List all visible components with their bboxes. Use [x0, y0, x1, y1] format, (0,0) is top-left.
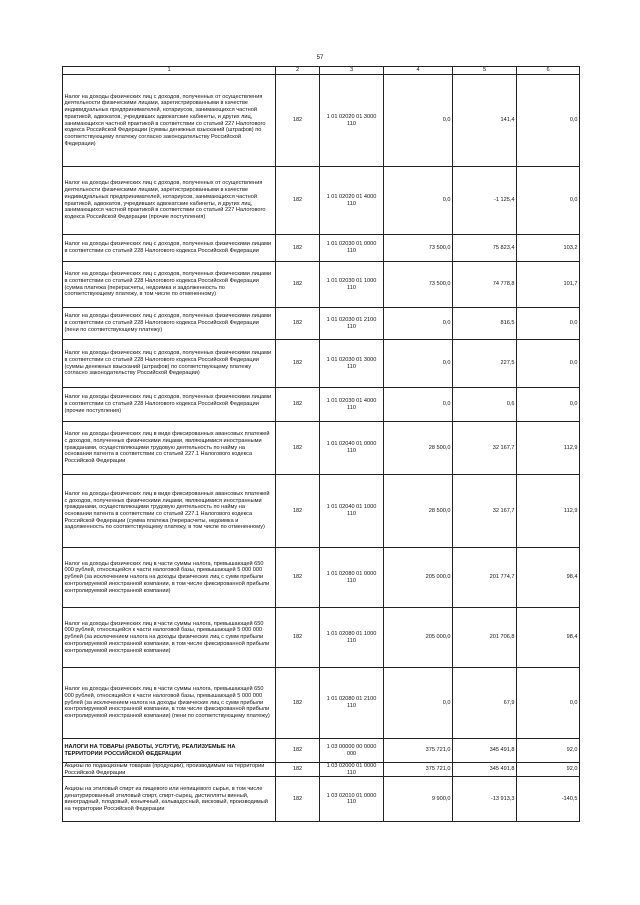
- table-row: [63, 739, 580, 763]
- row-admin-code: 182: [276, 262, 320, 308]
- page-number: 57: [316, 55, 324, 61]
- row-plan: 0,0: [384, 308, 453, 340]
- row-admin-code: 182: [276, 739, 320, 763]
- row-percent: 0,0: [517, 308, 580, 340]
- row-plan: 0,0: [384, 340, 453, 388]
- table-row: [63, 340, 580, 388]
- row-admin-code: 182: [276, 475, 320, 548]
- table-header-row: [63, 67, 580, 75]
- row-actual: 201 706,8: [453, 608, 517, 668]
- row-admin-code: 182: [276, 777, 320, 822]
- row-percent: 0,0: [517, 340, 580, 388]
- row-budget-code: 1 01 02080 01 2100 110: [320, 668, 384, 739]
- row-actual: 67,9: [453, 668, 517, 739]
- row-percent: 101,7: [517, 262, 580, 308]
- row-percent: 92,0: [517, 739, 580, 763]
- row-admin-code: 182: [276, 388, 320, 422]
- table-row: [63, 75, 580, 167]
- row-plan: 375 721,0: [384, 763, 453, 777]
- row-plan: 205 000,0: [384, 608, 453, 668]
- row-plan: 73 500,0: [384, 262, 453, 308]
- row-percent: 0,0: [517, 167, 580, 235]
- row-budget-code: 1 03 00000 00 0000 000: [320, 739, 384, 763]
- row-admin-code: 182: [276, 763, 320, 777]
- row-name: Налог на доходы физических лиц с доходов, полученных физическими лицами в соответствии со статьей 228 Налогового кодекса Российской Федерации (суммы денежных взысканий (штрафов) по соответствующему платежу согласно законодательству Российской Федерации): [63, 340, 276, 388]
- row-admin-code: 182: [276, 235, 320, 262]
- row-name: Акцизы на этиловый спирт из пищевого или непищевого сырья, в том числе денатурированный этиловый спирт, спирт-сырец, дистилляты винный, виноградный, плодовый, коньячный, кальвадосный, висковый, производимый на территории Российской Федерации: [63, 777, 276, 822]
- revenue-table: [62, 66, 580, 822]
- row-budget-code: 1 01 02080 01 0000 110: [320, 548, 384, 608]
- row-name: Налог на доходы физических лиц с доходов, полученных от осуществления деятельности физическими лицами, зарегистрированными в качестве индивидуальных предпринимателей, нотариусов, занимающихся частной практикой, адвокатов, учредивших адвокатские кабинеты, и других лиц, занимающихся частной практикой в соответствии со статьей 227 Налогового кодекса Российской Федерации (прочие поступления): [63, 167, 276, 235]
- row-name: Налог на доходы физических лиц с доходов, полученных физическими лицами в соответствии со статьей 228 Налогового кодекса Российской Федерации (сумма платежа (перерасчеты, недоимка и задолженность по соответствующему платежу, в том числе по отмененному): [63, 262, 276, 308]
- row-name: Налог на доходы физических лиц с доходов, полученных от осуществления деятельности физическими лицами, зарегистрированными в качестве индивидуальных предпринимателей, нотариусов, занимающихся частной практикой, адвокатов, учредивших адвокатские кабинеты, и других лиц, занимающихся частной практикой в соответствии со статьей 227 Налогового кодекса Российской Федерации (суммы денежных взысканий (штрафов) по соответствующему платежу согласно законодательству Российской Федерации): [63, 75, 276, 167]
- row-actual: 32 167,7: [453, 475, 517, 548]
- row-name: Налог на доходы физических лиц в виде фиксированных авансовых платежей с доходов, полученных физическими лицами, являющимися иностранными гражданами, осуществляющими трудовую деятельность по найму на основании патента в соответствии со статьей 227.1 Налогового кодекса Российской Федерации (сумма платежа (перерасчеты, недоимка и задолженность по соответствующему платежу, в том числе по отмененному): [63, 475, 276, 548]
- row-name: Налог на доходы физических лиц в части суммы налога, превышающей 650 000 рублей, относящейся к части налоговой базы, превышающей 5 000 000 рублей (за исключением налога на доходы физических лиц с сумм прибыли контролируемой иностранной компании, в том числе фиксированной прибыли контролируемой иностранной компании): [63, 548, 276, 608]
- row-name: Акцизы по подакцизным товарам (продукции), производимым на территории Российской Федерации: [63, 763, 276, 777]
- table-row: [63, 548, 580, 608]
- row-name: Налог на доходы физических лиц с доходов, полученных физическими лицами в соответствии со статьей 228 Налогового кодекса Российской Федерации (прочие поступления): [63, 388, 276, 422]
- row-budget-code: 1 03 02010 01 0000 110: [320, 777, 384, 822]
- row-percent: 112,9: [517, 422, 580, 475]
- row-budget-code: 1 01 02080 01 1000 110: [320, 608, 384, 668]
- row-plan: 0,0: [384, 167, 453, 235]
- row-budget-code: 1 01 02030 01 4000 110: [320, 388, 384, 422]
- row-actual: 32 167,7: [453, 422, 517, 475]
- row-percent: 92,0: [517, 763, 580, 777]
- row-plan: 28 500,0: [384, 475, 453, 548]
- header-col-5: 5: [453, 67, 517, 75]
- row-admin-code: 182: [276, 308, 320, 340]
- row-budget-code: 1 01 02030 01 2100 110: [320, 308, 384, 340]
- row-name: Налог на доходы физических лиц с доходов, полученных физическими лицами в соответствии со статьей 228 Налогового кодекса Российской Федерации (пени по соответствующему платежу): [63, 308, 276, 340]
- table-row: [63, 388, 580, 422]
- row-percent: 112,9: [517, 475, 580, 548]
- row-actual: 0,6: [453, 388, 517, 422]
- row-actual: 75 823,4: [453, 235, 517, 262]
- row-admin-code: 182: [276, 422, 320, 475]
- row-actual: 74 778,8: [453, 262, 517, 308]
- table-row: [63, 422, 580, 475]
- row-plan: 0,0: [384, 388, 453, 422]
- row-admin-code: 182: [276, 608, 320, 668]
- row-admin-code: 182: [276, 340, 320, 388]
- row-admin-code: 182: [276, 548, 320, 608]
- row-budget-code: 1 01 02040 01 0000 110: [320, 422, 384, 475]
- table-row: [63, 262, 580, 308]
- header-col-2: 2: [276, 67, 320, 75]
- table-row: [63, 167, 580, 235]
- row-actual: 201 774,7: [453, 548, 517, 608]
- row-percent: 98,4: [517, 608, 580, 668]
- row-budget-code: 1 03 02000 01 0000 110: [320, 763, 384, 777]
- row-name: Налог на доходы физических лиц в виде фиксированных авансовых платежей с доходов, полученных физическими лицами, являющимися иностранными гражданами, осуществляющими трудовую деятельность по найму на основании патента в соответствии со статьей 227.1 Налогового кодекса Российской Федерации: [63, 422, 276, 475]
- row-budget-code: 1 01 02040 01 1000 110: [320, 475, 384, 548]
- row-plan: 73 500,0: [384, 235, 453, 262]
- row-name: Налог на доходы физических лиц в части суммы налога, превышающей 650 000 рублей, относящейся к части налоговой базы, превышающей 5 000 000 рублей (за исключением налога на доходы физических лиц с сумм прибыли контролируемой иностранной компании, в том числе фиксированной прибыли контролируемой иностранной компании) (пени по соответствующему платежу): [63, 668, 276, 739]
- row-actual: 345 491,8: [453, 763, 517, 777]
- row-actual: -1 125,4: [453, 167, 517, 235]
- table-row: [63, 235, 580, 262]
- row-percent: 0,0: [517, 388, 580, 422]
- row-actual: 345 491,8: [453, 739, 517, 763]
- table-row: [63, 763, 580, 777]
- row-budget-code: 1 01 02020 01 3000 110: [320, 75, 384, 167]
- row-plan: 28 500,0: [384, 422, 453, 475]
- table-row: [63, 308, 580, 340]
- header-col-3: 3: [320, 67, 384, 75]
- row-actual: 227,5: [453, 340, 517, 388]
- row-budget-code: 1 01 02030 01 3000 110: [320, 340, 384, 388]
- row-percent: 0,0: [517, 668, 580, 739]
- table-row: [63, 608, 580, 668]
- row-budget-code: 1 01 02030 01 0000 110: [320, 235, 384, 262]
- row-plan: 9 900,0: [384, 777, 453, 822]
- row-percent: 98,4: [517, 548, 580, 608]
- row-plan: 0,0: [384, 668, 453, 739]
- row-plan: 205 000,0: [384, 548, 453, 608]
- row-percent: -140,5: [517, 777, 580, 822]
- row-percent: 0,0: [517, 75, 580, 167]
- row-actual: -13 913,3: [453, 777, 517, 822]
- row-actual: 141,4: [453, 75, 517, 167]
- row-budget-code: 1 01 02030 01 1000 110: [320, 262, 384, 308]
- header-col-4: 4: [384, 67, 453, 75]
- row-budget-code: 1 01 02020 01 4000 110: [320, 167, 384, 235]
- row-percent: 103,2: [517, 235, 580, 262]
- row-actual: 816,5: [453, 308, 517, 340]
- table-row: [63, 475, 580, 548]
- row-admin-code: 182: [276, 75, 320, 167]
- row-name: Налог на доходы физических лиц с доходов, полученных физическими лицами в соответствии со статьей 228 Налогового кодекса Российской Федерации: [63, 235, 276, 262]
- header-col-1: 1: [63, 67, 276, 75]
- row-name: Налог на доходы физических лиц в части суммы налога, превышающей 650 000 рублей, относящейся к части налоговой базы, превышающей 5 000 000 рублей (за исключением налога на доходы физических лиц с сумм прибыли контролируемой иностранной компании, в том числе фиксированной прибыли контролируемой иностранной компании): [63, 608, 276, 668]
- table-row: [63, 777, 580, 822]
- row-plan: 0,0: [384, 75, 453, 167]
- row-plan: 375 721,0: [384, 739, 453, 763]
- row-name: НАЛОГИ НА ТОВАРЫ (РАБОТЫ, УСЛУГИ), РЕАЛИЗУЕМЫЕ НА ТЕРРИТОРИИ РОССИЙСКОЙ ФЕДЕРАЦИИ: [63, 739, 276, 763]
- row-admin-code: 182: [276, 167, 320, 235]
- row-admin-code: 182: [276, 668, 320, 739]
- header-col-6: 6: [517, 67, 580, 75]
- table-row: [63, 668, 580, 739]
